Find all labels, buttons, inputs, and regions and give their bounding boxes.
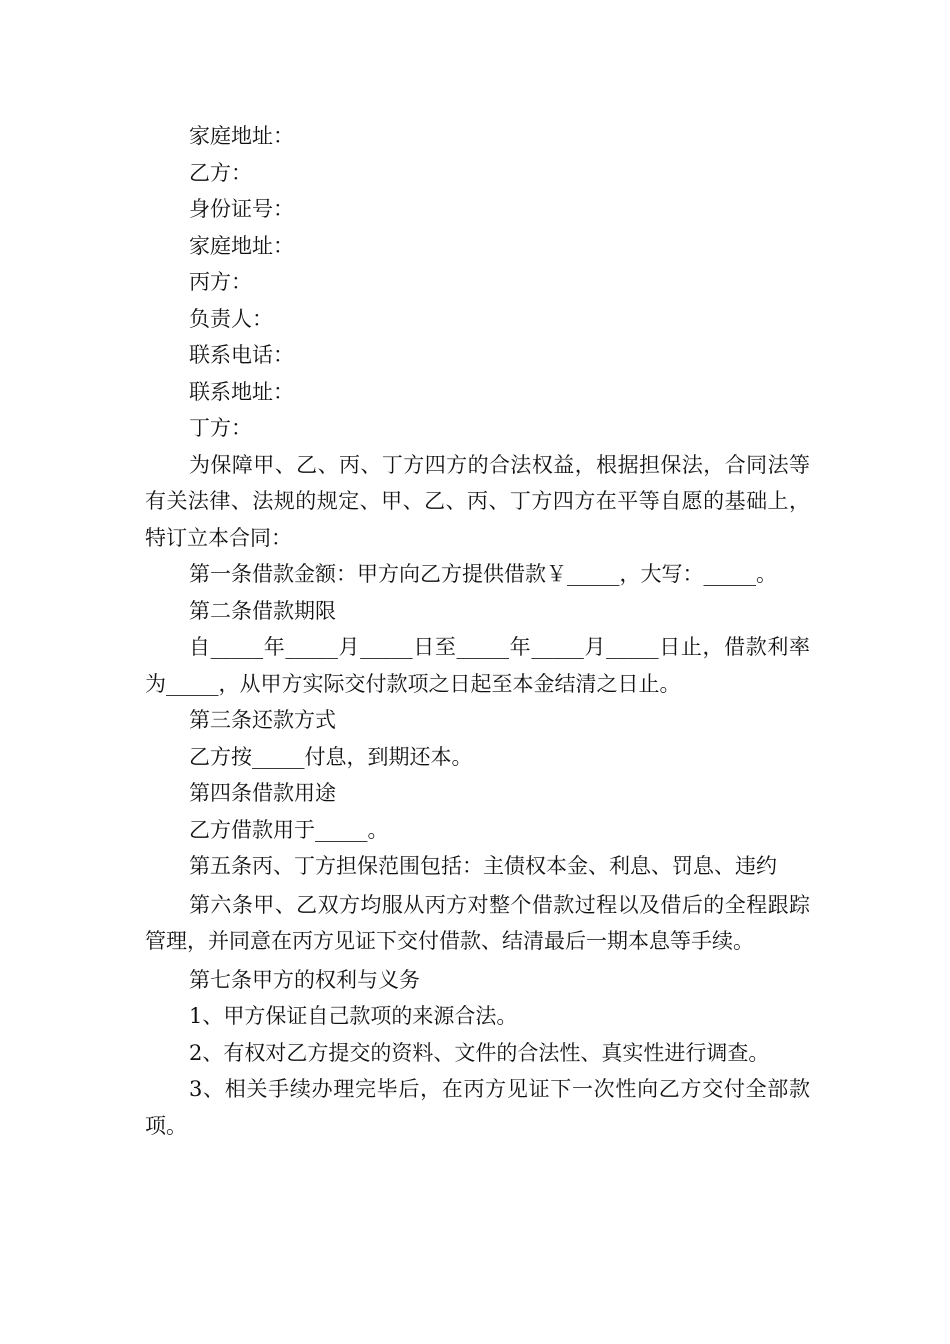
article-5-guarantee-scope: 第五条丙、丁方担保范围包括：主债权本金、利息、罚息、违约 [189, 854, 777, 878]
document-body [145, 118, 810, 1144]
field-home-address-b: 家庭地址： [189, 233, 294, 258]
article-7-item-3: 3、相关手续办理完毕后，在丙方见证下一次性向乙方交付全部款项。 [145, 1077, 810, 1138]
field-party-b: 乙方： [189, 160, 252, 185]
article-7-item-1: 1、甲方保证自己款项的来源合法。 [189, 1004, 518, 1028]
field-contact-phone: 联系电话： [189, 343, 294, 367]
article-6-supervision: 第六条甲、乙双方均服从丙方对整个借款过程以及借后的全程跟踪管理，并同意在丙方见证下交付借款、结清最后一期本息等手续。 [145, 892, 810, 953]
article-3-heading: 第三条还款方式 [189, 708, 336, 732]
field-home-address-a: 家庭地址： [189, 124, 294, 148]
article-7-heading: 第七条甲方的权利与义务 [189, 967, 420, 992]
article-7-item-2: 2、有权对乙方提交的资料、文件的合法性、真实性进行调查。 [189, 1040, 770, 1065]
article-2-heading: 第二条借款期限 [189, 598, 336, 623]
article-3-repayment: 乙方按_____付息，到期还本。 [189, 744, 473, 769]
preamble-paragraph: 为保障甲、乙、丙、丁方四方的合法权益，根据担保法，合同法等有关法律、法规的规定、甲、乙、丙、丁方四方在平等自愿的基础上，特订立本合同： [145, 452, 810, 550]
field-party-d: 丁方： [189, 416, 252, 440]
article-4-purpose: 乙方借款用于_____。 [189, 817, 389, 842]
field-party-c: 丙方： [189, 270, 252, 294]
field-person-in-charge: 负责人： [189, 306, 273, 331]
article-4-heading: 第四条借款用途 [189, 781, 336, 805]
article-2-term: 自_____年_____月_____日至_____年_____月_____日止，借款利率为_____，从甲方实际交付款项之日起至本金结清之日止。 [145, 635, 810, 696]
field-contact-address: 联系地址： [189, 379, 294, 404]
field-id-number: 身份证号： [189, 197, 294, 221]
article-1-amount: 第一条借款金额：甲方向乙方提供借款￥_____，大写：_____。 [189, 562, 777, 586]
